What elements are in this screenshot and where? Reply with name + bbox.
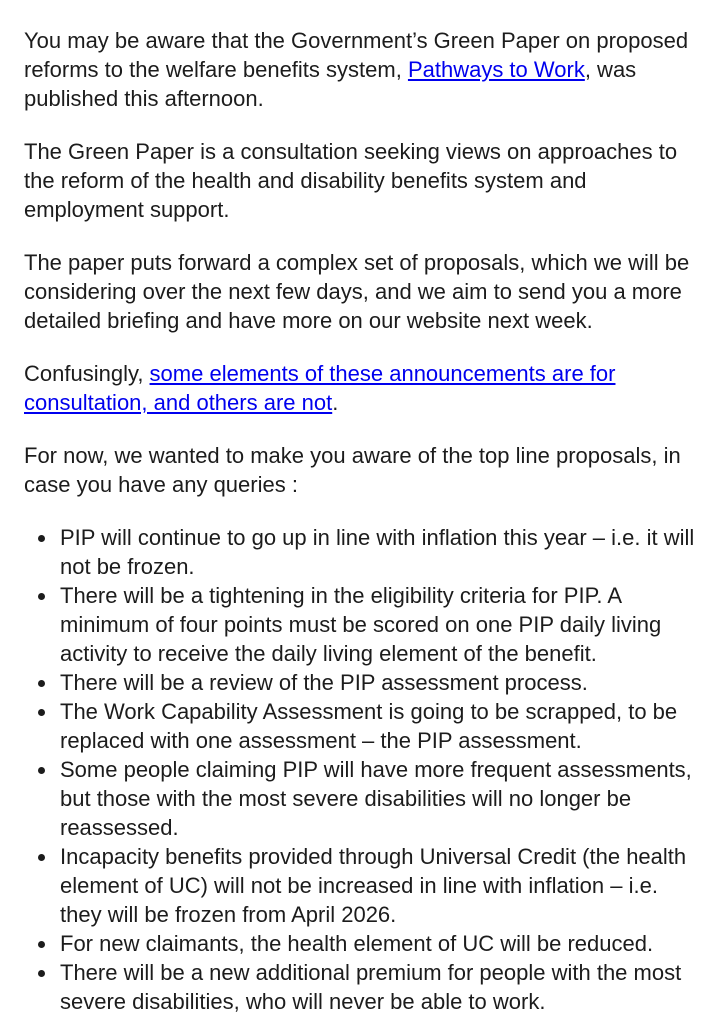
- paragraph-confusingly: [24, 359, 705, 417]
- bullet-text: There will be a review of the PIP assessment process.: [60, 670, 588, 695]
- paragraph-green-paper-published: [24, 26, 705, 113]
- list-item-uc-health-frozen: [58, 842, 705, 929]
- list-item-frequent-assessments: [58, 755, 705, 842]
- paragraph-consultation-purpose: The Green Paper is a consultation seeking views on approaches to the reform of the health and disability benefits system and employment support.: [24, 139, 678, 222]
- pathways-to-work-link[interactable]: Pathways to Work: [407, 57, 585, 82]
- bullet-text: For new claimants, the health element of UC will be reduced.: [60, 931, 654, 956]
- p1-text-after-link: , was published this afternoon.: [24, 57, 637, 111]
- list-item-uc-health-reduced: [58, 929, 705, 958]
- bullet-text: There will be a new additional premium for people with the most severe disabilities, who will never be able to work.: [60, 960, 682, 1014]
- bullet-text: There will be a tightening in the eligibility criteria for PIP. A minimum of four points must be scored on one PIP daily living activity to receive the daily living element of the benefit.: [60, 583, 662, 666]
- p4-text-before-link: Confusingly,: [24, 361, 150, 386]
- bullet-text: PIP will continue to go up in line with inflation this year – i.e. it will not be frozen.: [60, 525, 695, 579]
- consultation-elements-link[interactable]: some elements of these announcements are for consultation, and others are not: [24, 361, 616, 415]
- list-item-pip-eligibility: [58, 581, 705, 668]
- bullet-text: Incapacity benefits provided through Universal Credit (the health element of UC) will not be increased in line with inflation – i.e. they will be frozen from April 2026.: [60, 844, 687, 927]
- list-item-pip-review: [58, 668, 705, 697]
- p4-text-after-link: .: [332, 390, 339, 415]
- paragraph-top-line-intro: For now, we wanted to make you aware of the top line proposals, in case you have any queries :: [24, 443, 681, 497]
- paragraph-complex-proposals: The paper puts forward a complex set of proposals, which we will be considering over the next few days, and we aim to send you a more detailed briefing and have more on our website next week.: [24, 250, 690, 333]
- bullet-text: Some people claiming PIP will have more frequent assessments, but those with the most severe disabilities will no longer be reassessed.: [60, 757, 692, 840]
- p1-text-before-link: You may be aware that the Government’s Green Paper on proposed reforms to the welfare benefits system,: [24, 28, 689, 82]
- list-item-wca-scrapped: [58, 697, 705, 755]
- list-item-pip-inflation: [58, 523, 705, 581]
- bullet-text: The Work Capability Assessment is going to be scrapped, to be replaced with one assessment – the PIP assessment.: [60, 699, 678, 753]
- list-item-new-premium: [58, 958, 705, 1016]
- proposals-list: [24, 523, 705, 1016]
